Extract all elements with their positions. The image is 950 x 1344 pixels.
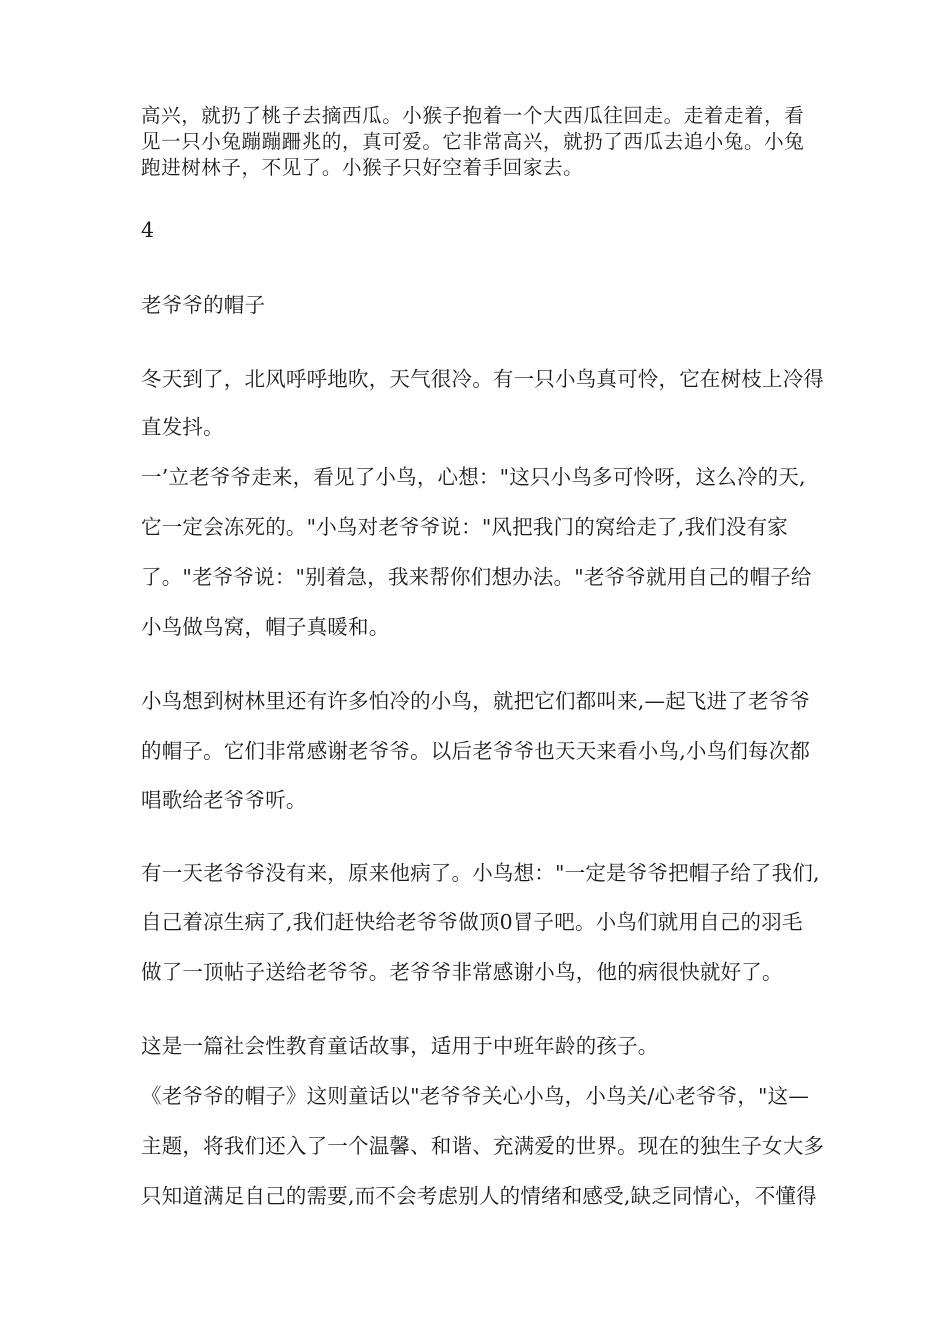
intro-line-2: 见一只小兔蹦蹦跚兆的，真可爱。它非常高兴，就扔了西瓜去追小兔。小兔 (141, 130, 805, 153)
paragraph1-line-1: 冬天到了，北风呼呼地吹，天气很冷。有一只小鸟真可怜，它在树枝上冷得 (141, 367, 825, 391)
section-number: 4 (141, 218, 155, 242)
paragraph2-line-3: 了。"老爷爷说："别着急，我来帮你们想办法。"老爷爷就用自己的帽子给 (141, 565, 812, 589)
paragraph3-line-1: 小鸟想到树林里还有许多怕冷的小鸟，就把它们都叫来,—起飞进了老爷爷 (141, 689, 811, 713)
intro-line-3: 跑进树林子，不见了。小猴子只好空着手回家去。 (141, 156, 584, 179)
paragraph4-line-1: 有一天老爷爷没有来，原来他病了。小鸟想："一定是爷爷把帽子给了我们, (141, 861, 820, 885)
paragraph4-line-2: 自己着凉生病了,我们赶快给老爷爷做顶0冒子吧。小鸟们就用自己的羽毛 (141, 910, 803, 934)
paragraph2-line-2: 它一定会冻死的。"小鸟对老爷爷说："风把我门的窝给走了,我们没有家 (141, 515, 788, 539)
paragraph3-line-3: 唱歌给老爷爷听。 (141, 788, 307, 812)
commentary-line-4: 只知道满足自己的需要,而不会考虑别人的情绪和感受,缺乏同情心，不懂得 (141, 1184, 817, 1208)
paragraph2-line-1: 一’立老爷爷走来，看见了小鸟，心想："这只小鸟多可怜呀，这么冷的天, (141, 465, 806, 489)
story-title: 老爷爷的帽子 (141, 293, 266, 317)
commentary-line-2: 《老爷爷的帽子》这则童话以"老爷爷关心小鸟，小鸟关/心老爷爷，"这— (141, 1084, 810, 1108)
commentary-line-1: 这是一篇社会性教育童话故事，适用于中班年龄的孩子。 (141, 1034, 659, 1058)
commentary-line-3: 主题，将我们还入了一个温馨、和谐、充满爱的世界。现在的独生子女大多 (141, 1134, 825, 1158)
paragraph4-line-3: 做了一顶帖子送给老爷爷。老爷爷非常感谢小鸟，他的病很快就好了。 (141, 960, 783, 984)
paragraph3-line-2: 的帽子。它们非常感谢老爷爷。以后老爷爷也天天来看小鸟,小鸟们每次都 (141, 739, 811, 763)
intro-line-1: 高兴，就扔了桃子去摘西瓜。小猴子抱着一个大西瓜往回走。走着走着，看 (141, 104, 805, 127)
paragraph2-line-4: 小鸟做鸟窝，帽子真暖和。 (141, 615, 390, 639)
paragraph1-line-2: 直发抖。 (141, 415, 224, 439)
